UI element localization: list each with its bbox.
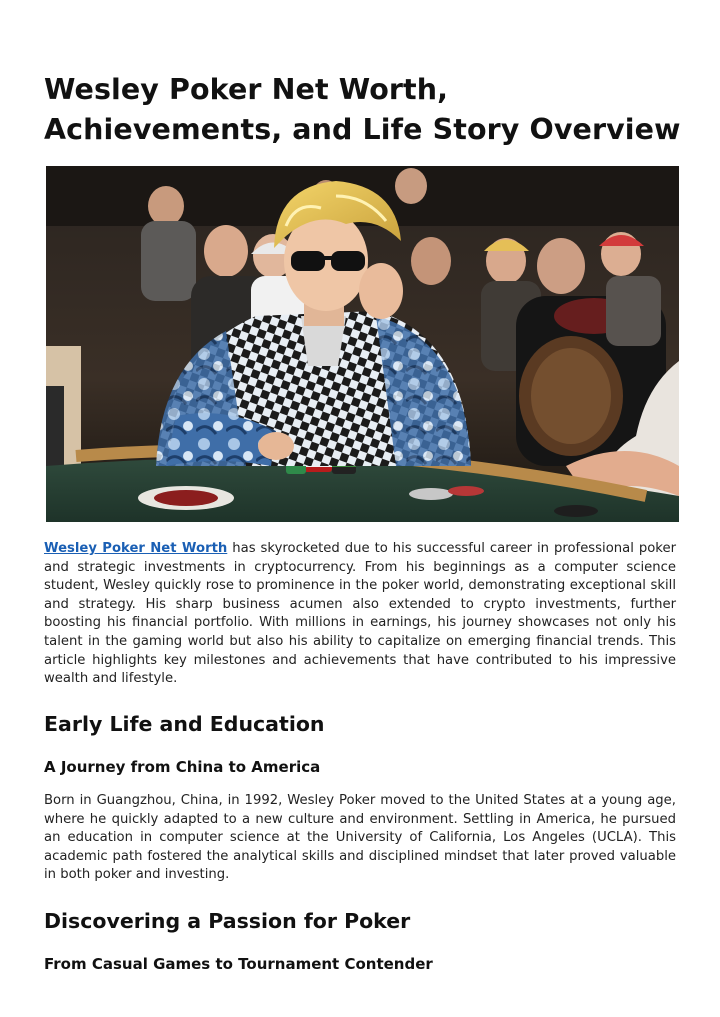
page-title: Wesley Poker Net Worth, Achievements, and Life Story Overview (44, 73, 681, 146)
early-life-paragraph: Born in Guangzhou, China, in 1992, Wesley Poker moved to the United States at a young age, where he quickly adapted to a new culture and environment. Settling in America, he pursued an education in computer science at the University of California, Los Angeles (UCLA). This academic path fostered the analytical skills and disciplined mindset that later proved valuable in both poker and investing. (44, 793, 676, 883)
hero-image (46, 166, 679, 522)
section-heading-early-life: Early Life and Education (44, 712, 325, 736)
section-heading-poker-passion: Discovering a Passion for Poker (44, 909, 411, 933)
intro-paragraph (44, 540, 676, 689)
intro-text: has skyrocketed due to his successful career in professional poker and strategic investments in cryptocurrency. From his beginnings as a computer science student, Wesley quickly rose to prominence in the poker world, demonstrating exceptional skill and strategy. His sharp business acumen also extended to crypto investments, further boosting his financial portfolio. With millions in earnings, his journey showcases not only his talent in the gaming world but also his ability to capitalize on emerging financial trends. This article highlights key milestones and achievements that have contributed to his impressive wealth and lifestyle. (44, 541, 677, 687)
subheading-tournament: From Casual Games to Tournament Contender (44, 955, 433, 973)
subheading-journey: A Journey from China to America (44, 758, 321, 776)
net-worth-link[interactable]: Wesley Poker Net Worth (44, 541, 228, 556)
